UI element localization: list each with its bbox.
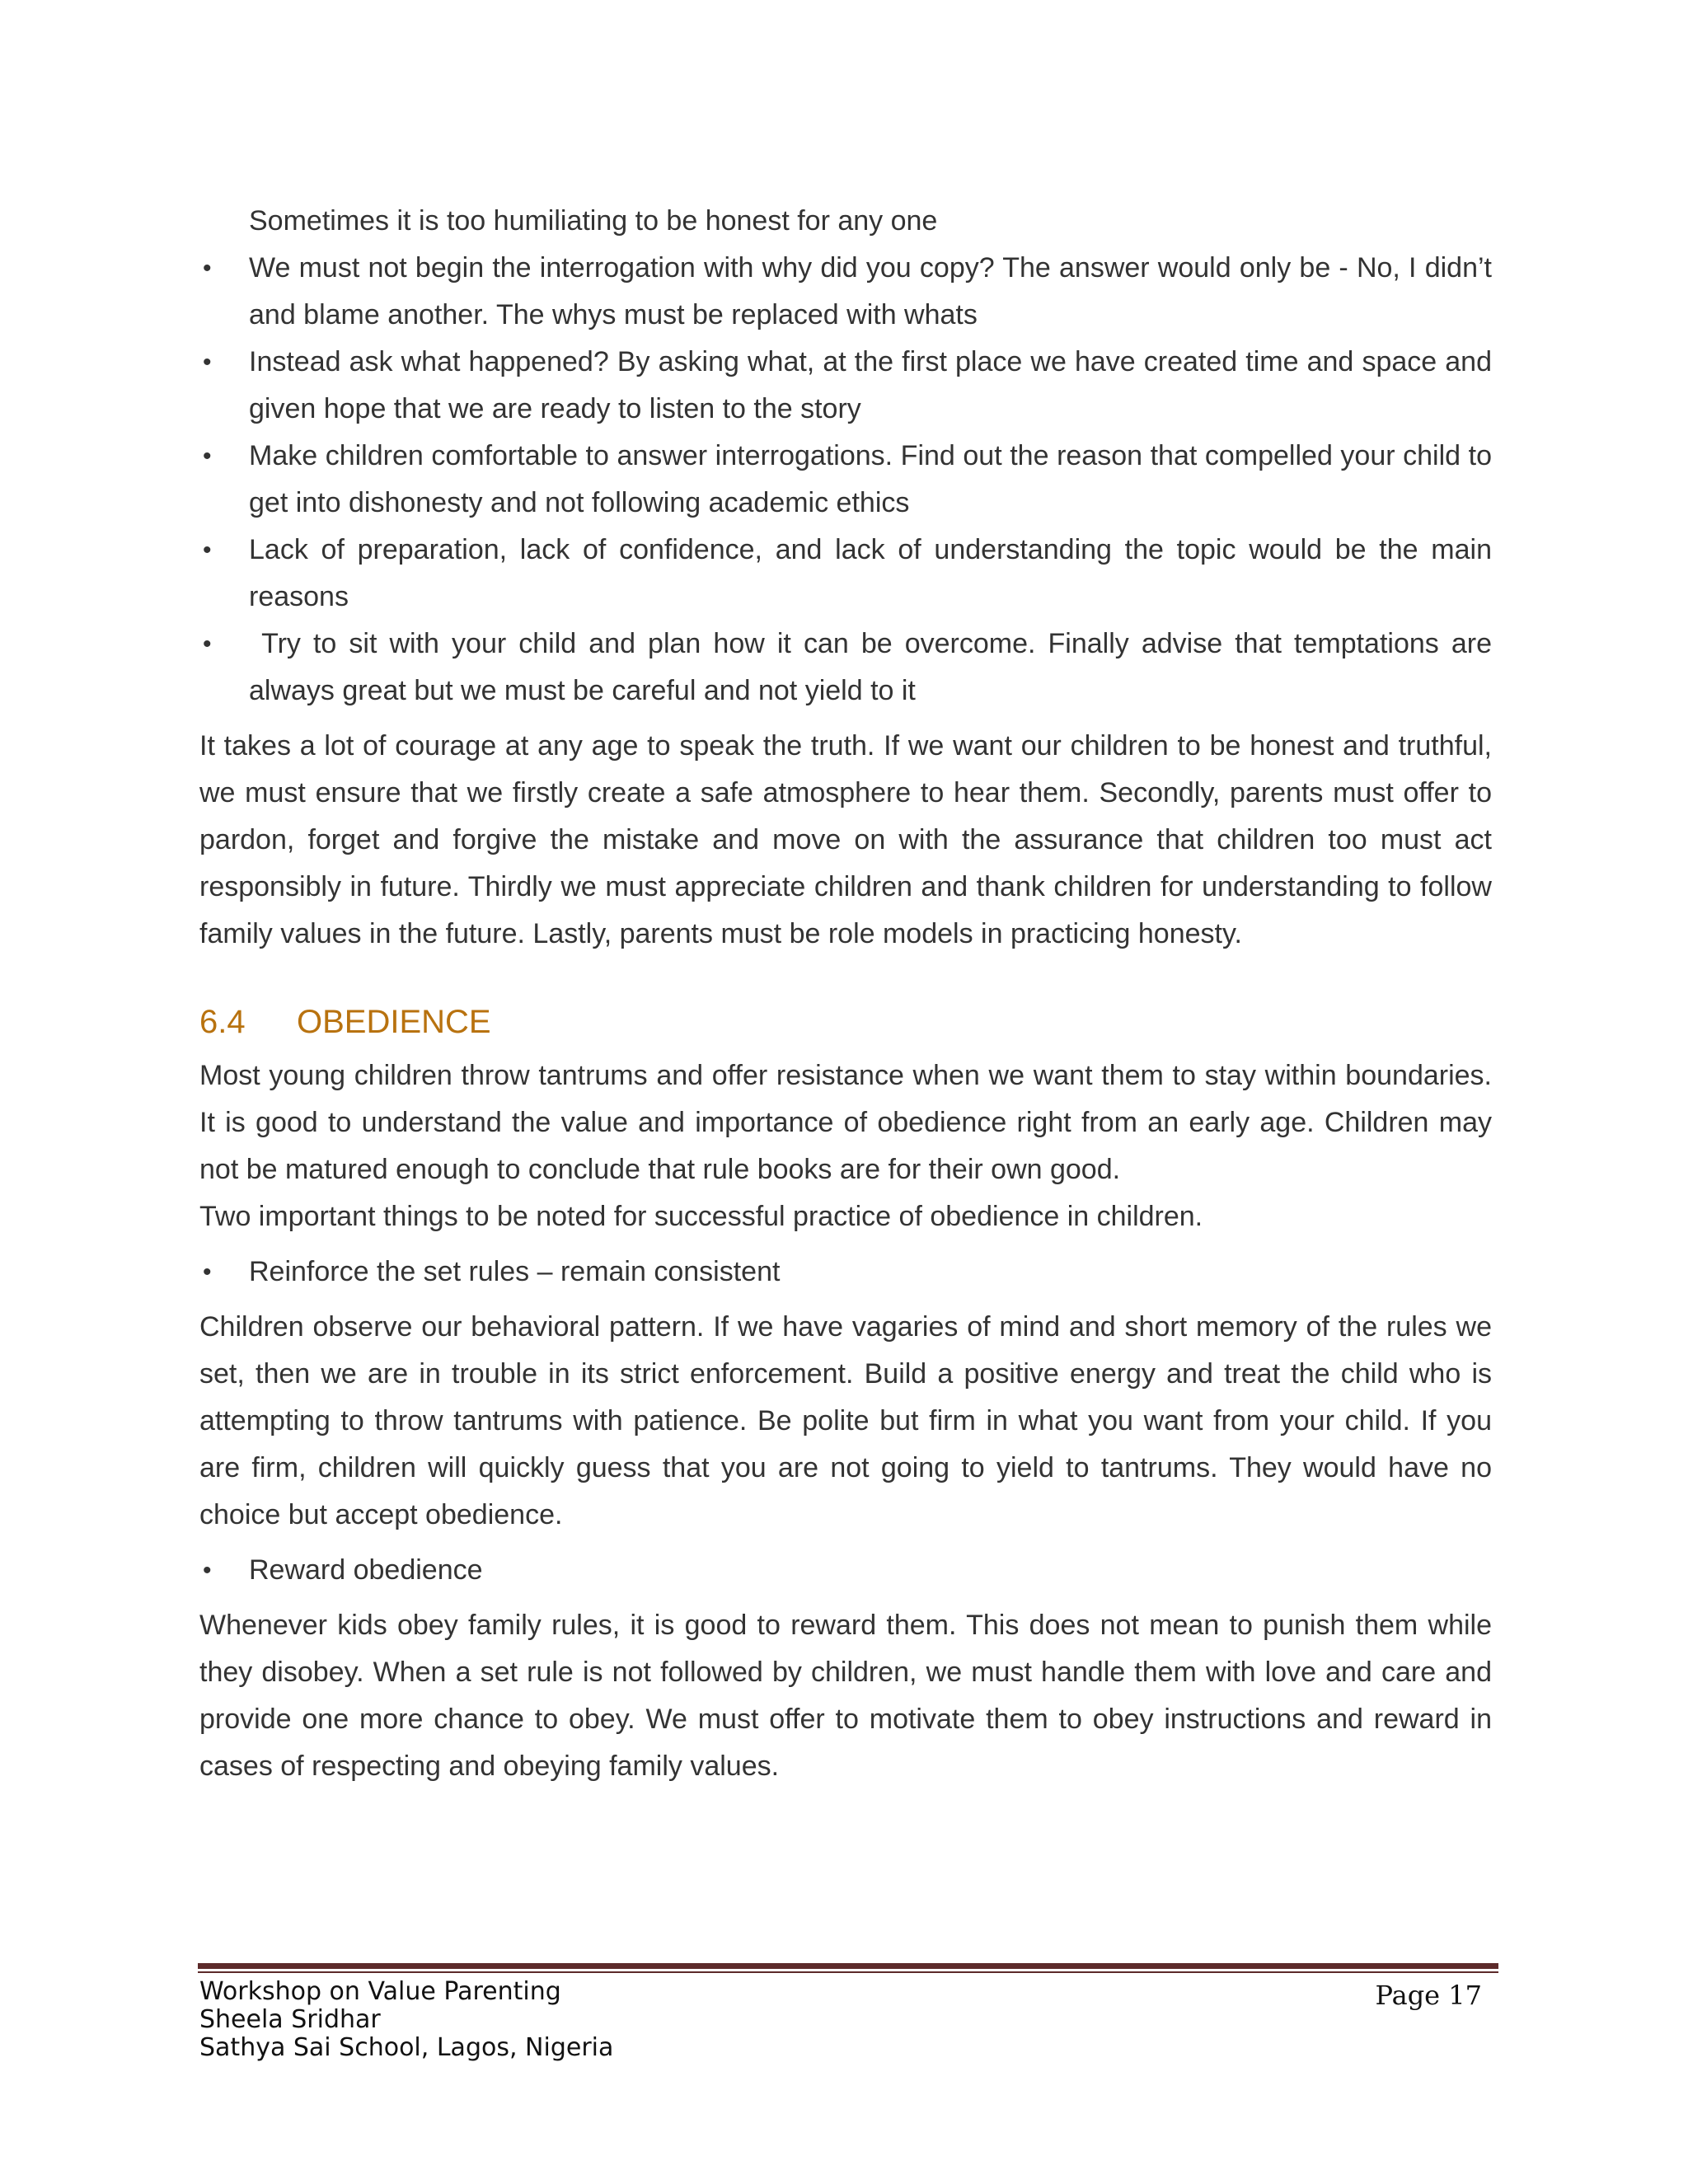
list-item xyxy=(199,245,1492,339)
footer-info xyxy=(199,1978,613,2062)
footer-divider-thin xyxy=(198,1971,1498,1973)
bullet-dot-icon: • xyxy=(203,349,212,376)
footer-divider xyxy=(198,1963,1498,1973)
list-item xyxy=(199,1249,1492,1296)
list-item-text: Instead ask what happened? By asking what, at the first place we have created time and space and given hope that we are ready to listen to the story xyxy=(249,346,1492,424)
list-item xyxy=(199,433,1492,527)
paragraph-consistency: Children observe our behavioral pattern. If we have vagaries of mind and short memory of the rules we set, then we are in trouble in its strict enforcement. Build a positive energy and treat the child who is attempting to throw tantrums with patience. Be polite but firm in what you want from your child. If you are firm, children will quickly guess that you are not going to yield to tantrums. They would have no choice but accept obedience. xyxy=(199,1311,1492,1530)
page-content xyxy=(199,198,1500,1790)
list-item-text: We must not begin the interrogation with why did you copy? The answer would only be - No, I didn’t and blame another. The whys must be replaced with whats xyxy=(249,252,1492,330)
bullet-list-honesty xyxy=(199,245,1500,715)
list-item-text: Reward obedience xyxy=(249,1554,483,1586)
bullet-dot-icon: • xyxy=(203,1258,212,1286)
section-heading xyxy=(199,999,1492,1046)
section-title: OBEDIENCE xyxy=(297,1004,491,1040)
page-number: Page 17 xyxy=(1375,1980,1482,2011)
list-item xyxy=(199,621,1500,715)
bullet-list-rules xyxy=(199,1249,1492,1296)
bullet-dot-icon: • xyxy=(203,255,212,282)
paragraph-obedience-intro xyxy=(199,1052,1492,1240)
list-item xyxy=(199,1547,1492,1594)
bullet-dot-icon: • xyxy=(203,537,212,564)
paragraph-honesty-summary: It takes a lot of courage at any age to speak the truth. If we want our children to be honest and truthful, we must ensure that we firstly create a safe atmosphere to hear them. Secondly, parents must offer to pardon, forget and forgive the mistake and move on with the assurance that children too must act responsibly in future. Thirdly we must appreciate children and thank children for understanding to follow family values in the future. Lastly, parents must be role models in practicing honesty. xyxy=(199,730,1492,949)
footer-workshop-title: Workshop on Value Parenting xyxy=(199,1977,561,2006)
list-item-text: Try to sit with your child and plan how it can be overcome. Finally advise that temptations are always great but we must be careful and not yield to it xyxy=(249,628,1500,706)
list-item-text: Lack of preparation, lack of confidence, and lack of understanding the topic would be the main reasons xyxy=(249,534,1492,612)
bullet-list-reward xyxy=(199,1547,1492,1594)
list-item-text: Reinforce the set rules – remain consistent xyxy=(249,1256,781,1287)
footer-divider-thick xyxy=(198,1963,1498,1969)
bullet-dot-icon: • xyxy=(203,443,212,470)
bullet-dot-icon: • xyxy=(203,630,212,658)
list-item-text: Make children comfortable to answer interrogations. Find out the reason that compelled your child to get into dishonesty and not following academic ethics xyxy=(249,440,1492,518)
list-item xyxy=(199,339,1492,433)
paragraph-obedience-intro-text: Most young children throw tantrums and offer resistance when we want them to stay within boundaries. It is good to understand the value and importance of obedience right from an early age. Children may not be matured enough to conclude that rule books are for their own good. xyxy=(199,1060,1492,1185)
list-item xyxy=(199,527,1492,621)
bullet-dot-icon: • xyxy=(203,1557,212,1584)
paragraph-reward: Whenever kids obey family rules, it is good to reward them. This does not mean to punish them while they disobey. When a set rule is not followed by children, we must handle them with love and care and provide one more chance to obey. We must offer to motivate them to obey instructions and reward in cases of respecting and obeying family values. xyxy=(199,1610,1492,1782)
bullet-continuation-text: Sometimes it is too humiliating to be honest for any one xyxy=(249,205,938,237)
paragraph-obedience-note: Two important things to be noted for successful practice of obedience in children. xyxy=(199,1201,1203,1232)
footer-school: Sathya Sai School, Lagos, Nigeria xyxy=(199,2033,614,2062)
footer-author: Sheela Sridhar xyxy=(199,2005,381,2034)
section-number: 6.4 xyxy=(199,1004,246,1040)
